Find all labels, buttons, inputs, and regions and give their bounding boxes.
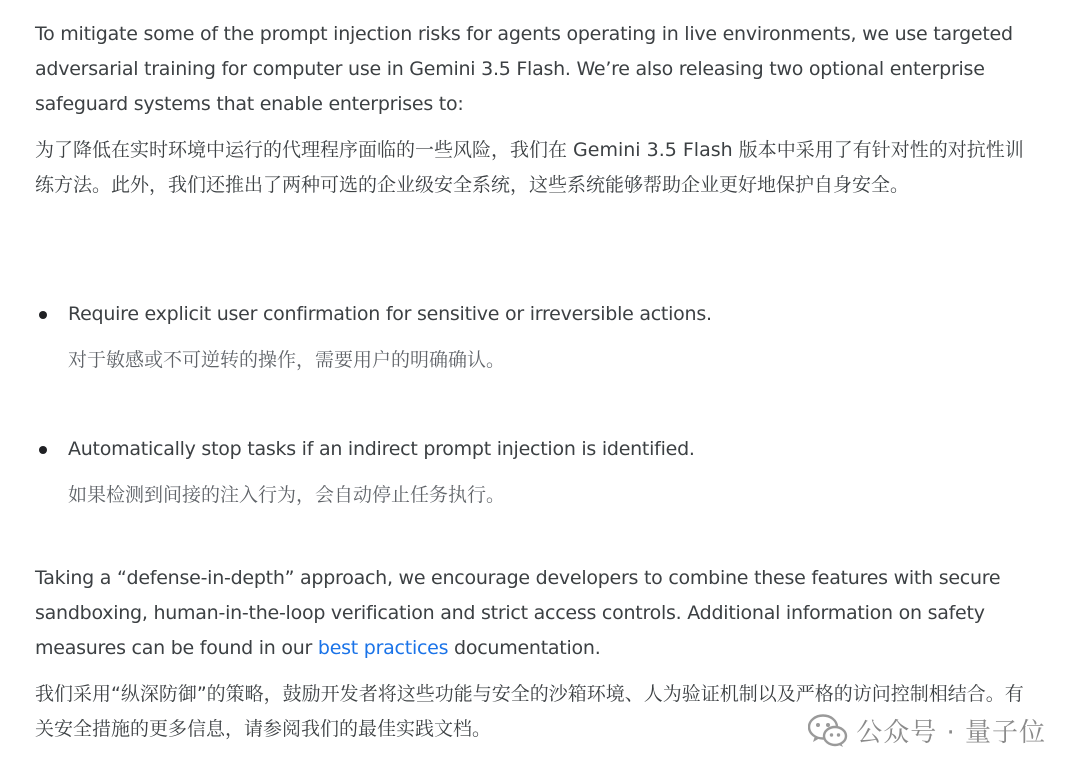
list-item-chinese: 对于敏感或不可逆转的操作，需要用户的明确确认。: [68, 349, 506, 371]
list-item-english: Automatically stop tasks if an indirect prompt injection is identified.: [68, 438, 695, 460]
list-item: [35, 432, 1035, 513]
wechat-icon: [808, 714, 848, 748]
paragraph-2-text-before: Taking a “defense-in-depth” approach, we encourage developers to combine these features with secure sandboxing, human-in-the-loop verification and strict access controls. Additional information on safety measures can be found in our: [35, 567, 1001, 659]
paragraph-2-english: [35, 561, 1035, 666]
paragraph-2-text-after: documentation.: [448, 637, 601, 659]
watermark-text: 公众号 · 量子位: [856, 718, 1046, 748]
paragraph-1-english: To mitigate some of the prompt injection risks for agents operating in live environments, we use targeted adversarial training for computer use in Gemini 3.5 Flash. We’re also releasing two optional enterprise safeguard systems that enable enterprises to:: [35, 23, 1013, 115]
paragraph-1-chinese: 为了降低在实时环境中运行的代理程序面临的一些风险，我们在 Gemini 3.5 Flash 版本中采用了有针对性的对抗性训练方法。此外，我们还推出了两种可选的企业级安全系统，这些系统能够帮助企业更好地保护自身安全。: [35, 139, 1024, 196]
safeguard-list: [35, 297, 1035, 513]
list-item: [35, 297, 1035, 378]
bullet-dot: [39, 446, 47, 454]
best-practices-link[interactable]: best practices: [317, 637, 449, 659]
watermark: [808, 712, 1046, 749]
list-item-chinese: 如果检测到间接的注入行为，会自动停止任务执行。: [68, 484, 506, 506]
paragraph-2-chinese: 我们采用“纵深防御”的策略，鼓励开发者将这些功能与安全的沙箱环境、人为验证机制以及严格的访问控制相结合。有关安全措施的更多信息，请参阅我们的最佳实践文档。: [35, 683, 1024, 740]
bullet-dot: [39, 311, 47, 319]
list-item-english: Require explicit user confirmation for sensitive or irreversible actions.: [68, 303, 712, 325]
